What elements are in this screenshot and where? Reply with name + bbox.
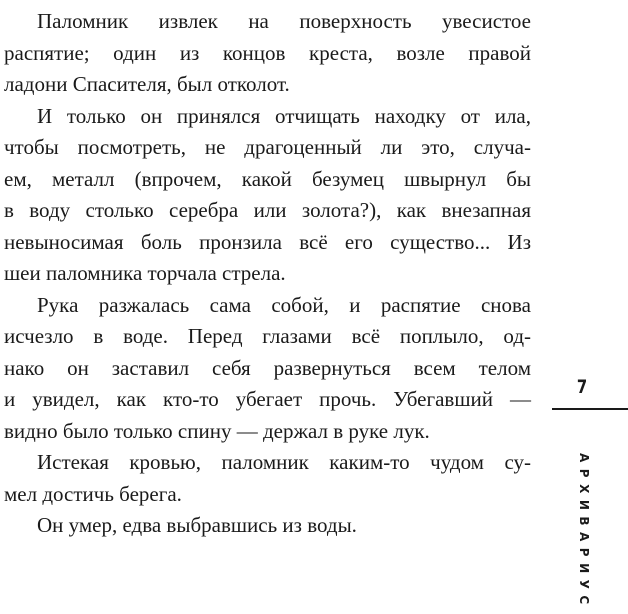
text-line: видно было только спину — держал в руке лук. (4, 419, 430, 443)
text-line: Он умер, едва выбравшись из воды. (37, 513, 357, 537)
page-number: 7 (576, 376, 588, 398)
text-line: ладони Спасителя, был отколот. (4, 72, 290, 96)
text-line: шеи паломника торчала стрела. (4, 261, 286, 285)
running-title: АРХИВАРИУС (577, 453, 591, 611)
text-line: и увидел, как кто-то убегает прочь. Убегавший — (4, 387, 531, 411)
text-line: нако он заставил себя развернуться всем телом (4, 356, 531, 380)
text-line: ем, металл (впрочем, какой безумец швырнул бы (4, 167, 531, 191)
text-line: в воду столько серебра или золота?), как внезапная (4, 198, 531, 222)
text-line: исчезло в воде. Перед глазами всё поплыло, од- (4, 324, 531, 348)
text-line: Рука разжалась сама собой, и распятие снова (37, 293, 531, 317)
text-line: И только он принялся отчищать находку от ила, (37, 104, 531, 128)
text-line: распятие; один из концов креста, возле правой (4, 41, 531, 65)
text-line: Истекая кровью, паломник каким-то чудом су- (37, 450, 531, 474)
margin-divider (552, 408, 628, 410)
text-line: Паломник извлек на поверхность увесистое (37, 9, 531, 33)
text-line: невыносимая боль пронзила всё его существо... Из (4, 230, 531, 254)
text-line: чтобы посмотреть, не драгоценный ли это, случа- (4, 135, 531, 159)
text-line: мел достичь берега. (4, 482, 182, 506)
